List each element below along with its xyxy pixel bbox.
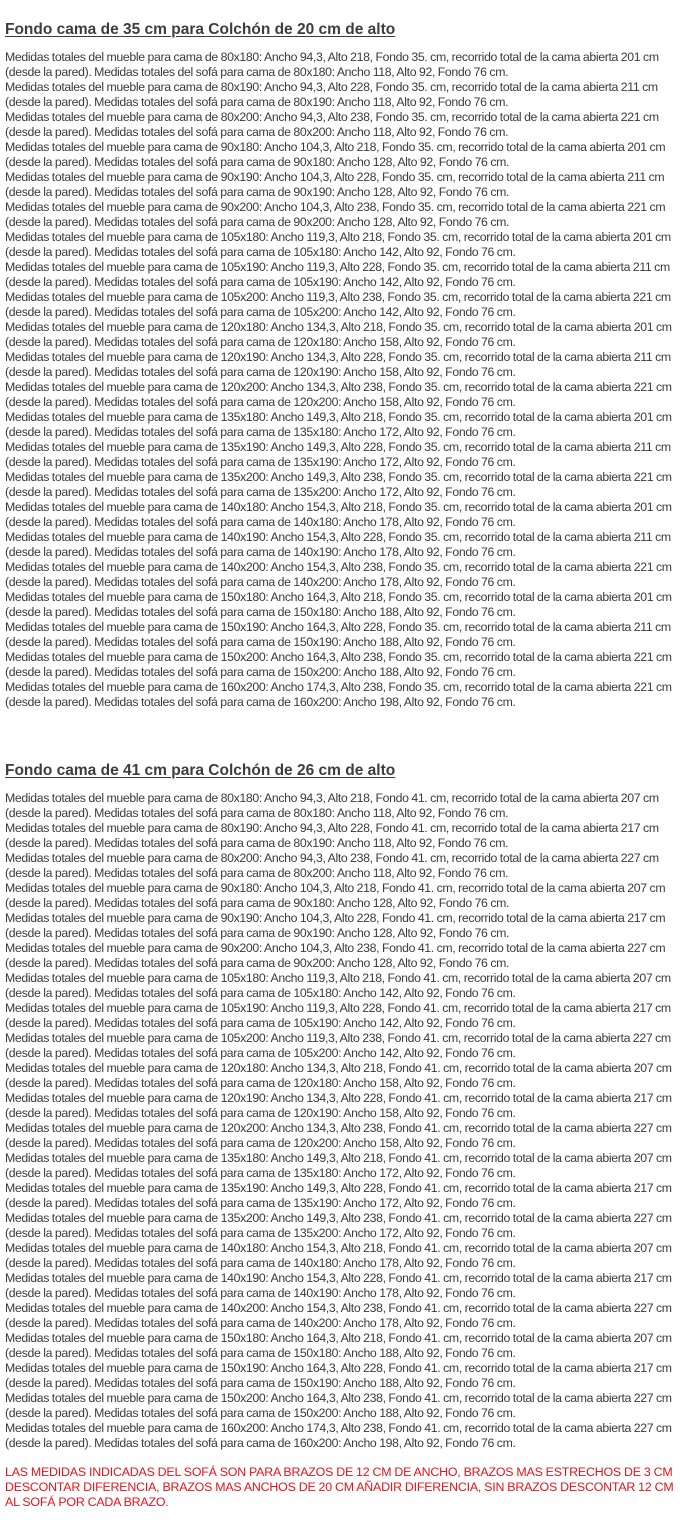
- measurement-entry: Medidas totales del mueble para cama de 80x180: Ancho 94,3, Alto 218, Fondo 41. cm, recorrido total de la cama abierta 207 cm (desde la pared). Medidas totales del sofá para cama de 80x180: Ancho 118, Alto 92, Fondo 76 cm.: [5, 791, 659, 820]
- measurement-entry: Medidas totales del mueble para cama de 80x190: Ancho 94,3, Alto 228, Fondo 41. cm, recorrido total de la cama abierta 217 cm (desde la pared). Medidas totales del sofá para cama de 80x190: Ancho 118, Alto 92, Fondo 76 cm.: [5, 821, 659, 850]
- measurement-entry: Medidas totales del mueble para cama de 135x190: Ancho 149,3, Alto 228, Fondo 35. cm, recorrido total de la cama abierta 211 cm (desde la pared). Medidas totales del sofá para cama de 135x190: Ancho 172, Alto 92, Fondo 76 cm.: [5, 440, 671, 469]
- measurement-entry: Medidas totales del mueble para cama de 135x180: Ancho 149,3, Alto 218, Fondo 35. cm, recorrido total de la cama abierta 201 cm (desde la pared). Medidas totales del sofá para cama de 135x180: Ancho 172, Alto 92, Fondo 76 cm.: [5, 410, 672, 439]
- measurement-entry: Medidas totales del mueble para cama de 80x200: Ancho 94,3, Alto 238, Fondo 35. cm, recorrido total de la cama abierta 221 cm (desde la pared). Medidas totales del sofá para cama de 80x200: Ancho 118, Alto 92, Fondo 76 cm.: [5, 110, 659, 139]
- measurement-entry: Medidas totales del mueble para cama de 150x180: Ancho 164,3, Alto 218, Fondo 35. cm, recorrido total de la cama abierta 201 cm (desde la pared). Medidas totales del sofá para cama de 150x180: Ancho 188, Alto 92, Fondo 76 cm.: [5, 590, 672, 619]
- measurement-entry: Medidas totales del mueble para cama de 90x180: Ancho 104,3, Alto 218, Fondo 35. cm, recorrido total de la cama abierta 201 cm (desde la pared). Medidas totales del sofá para cama de 90x180: Ancho 128, Alto 92, Fondo 76 cm.: [5, 140, 666, 169]
- measurement-entry: Medidas totales del mueble para cama de 150x200: Ancho 164,3, Alto 238, Fondo 35. cm, recorrido total de la cama abierta 221 cm (desde la pared). Medidas totales del sofá para cama de 150x200: Ancho 188, Alto 92, Fondo 76 cm.: [5, 650, 672, 679]
- measurement-entry: Medidas totales del mueble para cama de 135x200: Ancho 149,3, Alto 238, Fondo 41. cm, recorrido total de la cama abierta 227 cm (desde la pared). Medidas totales del sofá para cama de 135x200: Ancho 172, Alto 92, Fondo 76 cm.: [5, 1211, 672, 1240]
- measurement-entry: Medidas totales del mueble para cama de 120x180: Ancho 134,3, Alto 218, Fondo 35. cm, recorrido total de la cama abierta 201 cm (desde la pared). Medidas totales del sofá para cama de 120x180: Ancho 158, Alto 92, Fondo 76 cm.: [5, 320, 672, 349]
- measurement-entry: Medidas totales del mueble para cama de 140x190: Ancho 154,3, Alto 228, Fondo 41. cm, recorrido total de la cama abierta 217 cm (desde la pared). Medidas totales del sofá para cama de 140x190: Ancho 178, Alto 92, Fondo 76 cm.: [5, 1271, 672, 1300]
- measurement-entry: Medidas totales del mueble para cama de 90x190: Ancho 104,3, Alto 228, Fondo 41. cm, recorrido total de la cama abierta 217 cm (desde la pared). Medidas totales del sofá para cama de 90x190: Ancho 128, Alto 92, Fondo 76 cm.: [5, 911, 666, 940]
- measurement-entry: Medidas totales del mueble para cama de 105x180: Ancho 119,3, Alto 218, Fondo 35. cm, recorrido total de la cama abierta 201 cm (desde la pared). Medidas totales del sofá para cama de 105x180: Ancho 142, Alto 92, Fondo 76 cm.: [5, 230, 671, 259]
- measurement-entry: Medidas totales del mueble para cama de 150x180: Ancho 164,3, Alto 218, Fondo 41. cm, recorrido total de la cama abierta 207 cm (desde la pared). Medidas totales del sofá para cama de 150x180: Ancho 188, Alto 92, Fondo 76 cm.: [5, 1331, 672, 1360]
- measurement-entry: Medidas totales del mueble para cama de 105x190: Ancho 119,3, Alto 228, Fondo 35. cm, recorrido total de la cama abierta 211 cm (desde la pared). Medidas totales del sofá para cama de 105x190: Ancho 142, Alto 92, Fondo 76 cm.: [5, 260, 670, 289]
- measurement-entry: Medidas totales del mueble para cama de 150x190: Ancho 164,3, Alto 228, Fondo 35. cm, recorrido total de la cama abierta 211 cm (desde la pared). Medidas totales del sofá para cama de 150x190: Ancho 188, Alto 92, Fondo 76 cm.: [5, 620, 671, 649]
- section-fondo-41: [5, 710, 676, 1451]
- measurement-entry: Medidas totales del mueble para cama de 150x200: Ancho 164,3, Alto 238, Fondo 41. cm, recorrido total de la cama abierta 227 cm (desde la pared). Medidas totales del sofá para cama de 150x200: Ancho 188, Alto 92, Fondo 76 cm.: [5, 1391, 672, 1420]
- measurement-entry: Medidas totales del mueble para cama de 105x180: Ancho 119,3, Alto 218, Fondo 41. cm, recorrido total de la cama abierta 207 cm (desde la pared). Medidas totales del sofá para cama de 105x180: Ancho 142, Alto 92, Fondo 76 cm.: [5, 971, 671, 1000]
- measurement-entry: Medidas totales del mueble para cama de 120x200: Ancho 134,3, Alto 238, Fondo 41. cm, recorrido total de la cama abierta 227 cm (desde la pared). Medidas totales del sofá para cama de 120x200: Ancho 158, Alto 92, Fondo 76 cm.: [5, 1121, 672, 1150]
- measurement-entry: Medidas totales del mueble para cama de 140x180: Ancho 154,3, Alto 218, Fondo 41. cm, recorrido total de la cama abierta 207 cm (desde la pared). Medidas totales del sofá para cama de 140x180: Ancho 178, Alto 92, Fondo 76 cm.: [5, 1241, 672, 1270]
- measurement-entry: Medidas totales del mueble para cama de 105x190: Ancho 119,3, Alto 228, Fondo 41. cm, recorrido total de la cama abierta 217 cm (desde la pared). Medidas totales del sofá para cama de 105x190: Ancho 142, Alto 92, Fondo 76 cm.: [5, 1001, 671, 1030]
- measurement-entry: Medidas totales del mueble para cama de 105x200: Ancho 119,3, Alto 238, Fondo 41. cm, recorrido total de la cama abierta 227 cm (desde la pared). Medidas totales del sofá para cama de 105x200: Ancho 142, Alto 92, Fondo 76 cm.: [5, 1031, 671, 1060]
- measurement-entry: Medidas totales del mueble para cama de 160x200: Ancho 174,3, Alto 238, Fondo 41. cm, recorrido total de la cama abierta 227 cm (desde la pared). Medidas totales del sofá para cama de 160x200: Ancho 198, Alto 92, Fondo 76 cm.: [5, 1421, 672, 1450]
- measurement-entry: Medidas totales del mueble para cama de 105x200: Ancho 119,3, Alto 238, Fondo 35. cm, recorrido total de la cama abierta 221 cm (desde la pared). Medidas totales del sofá para cama de 105x200: Ancho 142, Alto 92, Fondo 76 cm.: [5, 290, 671, 319]
- measurement-entry: Medidas totales del mueble para cama de 150x190: Ancho 164,3, Alto 228, Fondo 41. cm, recorrido total de la cama abierta 217 cm (desde la pared). Medidas totales del sofá para cama de 150x190: Ancho 188, Alto 92, Fondo 76 cm.: [5, 1361, 672, 1390]
- measurement-entry: Medidas totales del mueble para cama de 90x180: Ancho 104,3, Alto 218, Fondo 41. cm, recorrido total de la cama abierta 207 cm (desde la pared). Medidas totales del sofá para cama de 90x180: Ancho 128, Alto 92, Fondo 76 cm.: [5, 881, 666, 910]
- section-title: Fondo cama de 35 cm para Colchón de 20 cm de alto: [5, 21, 396, 38]
- section-title: Fondo cama de 41 cm para Colchón de 26 cm de alto: [5, 762, 396, 779]
- measurement-entry: Medidas totales del mueble para cama de 140x190: Ancho 154,3, Alto 228, Fondo 35. cm, recorrido total de la cama abierta 211 cm (desde la pared). Medidas totales del sofá para cama de 140x190: Ancho 178, Alto 92, Fondo 76 cm.: [5, 530, 671, 559]
- measurements-list: [5, 791, 676, 1451]
- measurement-entry: Medidas totales del mueble para cama de 120x180: Ancho 134,3, Alto 218, Fondo 41. cm, recorrido total de la cama abierta 207 cm (desde la pared). Medidas totales del sofá para cama de 120x180: Ancho 158, Alto 92, Fondo 76 cm.: [5, 1061, 672, 1090]
- section-fondo-35: [5, 0, 676, 710]
- measurement-entry: Medidas totales del mueble para cama de 120x200: Ancho 134,3, Alto 238, Fondo 35. cm, recorrido total de la cama abierta 221 cm (desde la pared). Medidas totales del sofá para cama de 120x200: Ancho 158, Alto 92, Fondo 76 cm.: [5, 380, 672, 409]
- measurement-entry: Medidas totales del mueble para cama de 140x200: Ancho 154,3, Alto 238, Fondo 41. cm, recorrido total de la cama abierta 227 cm (desde la pared). Medidas totales del sofá para cama de 140x200: Ancho 178, Alto 92, Fondo 76 cm.: [5, 1301, 672, 1330]
- measurement-entry: Medidas totales del mueble para cama de 135x190: Ancho 149,3, Alto 228, Fondo 41. cm, recorrido total de la cama abierta 217 cm (desde la pared). Medidas totales del sofá para cama de 135x190: Ancho 172, Alto 92, Fondo 76 cm.: [5, 1181, 672, 1210]
- sofa-arm-width-note: LAS MEDIDAS INDICADAS DEL SOFÁ SON PARA BRAZOS DE 12 CM DE ANCHO, BRAZOS MAS ESTRECHOS DE 3 CM DESCONTAR DIFERENCIA, BRAZOS MAS ANCHOS DE 20 CM AÑADIR DIFERENCIA, SIN BRAZOS DESCONTAR 12 CM AL SOFÁ POR CADA BRAZO.: [5, 1465, 674, 1509]
- measurement-entry: Medidas totales del mueble para cama de 135x200: Ancho 149,3, Alto 238, Fondo 35. cm, recorrido total de la cama abierta 221 cm (desde la pared). Medidas totales del sofá para cama de 135x200: Ancho 172, Alto 92, Fondo 76 cm.: [5, 470, 672, 499]
- measurements-list: [5, 50, 676, 710]
- measurement-entry: Medidas totales del mueble para cama de 140x180: Ancho 154,3, Alto 218, Fondo 35. cm, recorrido total de la cama abierta 201 cm (desde la pared). Medidas totales del sofá para cama de 140x180: Ancho 178, Alto 92, Fondo 76 cm.: [5, 500, 672, 529]
- measurement-entry: Medidas totales del mueble para cama de 120x190: Ancho 134,3, Alto 228, Fondo 35. cm, recorrido total de la cama abierta 211 cm (desde la pared). Medidas totales del sofá para cama de 120x190: Ancho 158, Alto 92, Fondo 76 cm.: [5, 350, 671, 379]
- measurement-entry: Medidas totales del mueble para cama de 90x200: Ancho 104,3, Alto 238, Fondo 41. cm, recorrido total de la cama abierta 227 cm (desde la pared). Medidas totales del sofá para cama de 90x200: Ancho 128, Alto 92, Fondo 76 cm.: [5, 941, 666, 970]
- measurement-entry: Medidas totales del mueble para cama de 90x190: Ancho 104,3, Alto 228, Fondo 35. cm, recorrido total de la cama abierta 211 cm (desde la pared). Medidas totales del sofá para cama de 90x190: Ancho 128, Alto 92, Fondo 76 cm.: [5, 170, 665, 199]
- measurement-entry: Medidas totales del mueble para cama de 140x200: Ancho 154,3, Alto 238, Fondo 35. cm, recorrido total de la cama abierta 221 cm (desde la pared). Medidas totales del sofá para cama de 140x200: Ancho 178, Alto 92, Fondo 76 cm.: [5, 560, 672, 589]
- measurement-entry: Medidas totales del mueble para cama de 135x180: Ancho 149,3, Alto 218, Fondo 41. cm, recorrido total de la cama abierta 207 cm (desde la pared). Medidas totales del sofá para cama de 135x180: Ancho 172, Alto 92, Fondo 76 cm.: [5, 1151, 672, 1180]
- measurement-entry: Medidas totales del mueble para cama de 80x190: Ancho 94,3, Alto 228, Fondo 35. cm, recorrido total de la cama abierta 211 cm (desde la pared). Medidas totales del sofá para cama de 80x190: Ancho 118, Alto 92, Fondo 76 cm.: [5, 80, 658, 109]
- measurement-entry: Medidas totales del mueble para cama de 80x180: Ancho 94,3, Alto 218, Fondo 35. cm, recorrido total de la cama abierta 201 cm (desde la pared). Medidas totales del sofá para cama de 80x180: Ancho 118, Alto 92, Fondo 76 cm.: [5, 50, 659, 79]
- measurement-entry: Medidas totales del mueble para cama de 120x190: Ancho 134,3, Alto 228, Fondo 41. cm, recorrido total de la cama abierta 217 cm (desde la pared). Medidas totales del sofá para cama de 120x190: Ancho 158, Alto 92, Fondo 76 cm.: [5, 1091, 672, 1120]
- measurement-entry: Medidas totales del mueble para cama de 90x200: Ancho 104,3, Alto 238, Fondo 35. cm, recorrido total de la cama abierta 221 cm (desde la pared). Medidas totales del sofá para cama de 90x200: Ancho 128, Alto 92, Fondo 76 cm.: [5, 200, 666, 229]
- measurement-entry: Medidas totales del mueble para cama de 160x200: Ancho 174,3, Alto 238, Fondo 35. cm, recorrido total de la cama abierta 221 cm (desde la pared). Medidas totales del sofá para cama de 160x200: Ancho 198, Alto 92, Fondo 76 cm.: [5, 680, 672, 709]
- measurement-entry: Medidas totales del mueble para cama de 80x200: Ancho 94,3, Alto 238, Fondo 41. cm, recorrido total de la cama abierta 227 cm (desde la pared). Medidas totales del sofá para cama de 80x200: Ancho 118, Alto 92, Fondo 76 cm.: [5, 851, 659, 880]
